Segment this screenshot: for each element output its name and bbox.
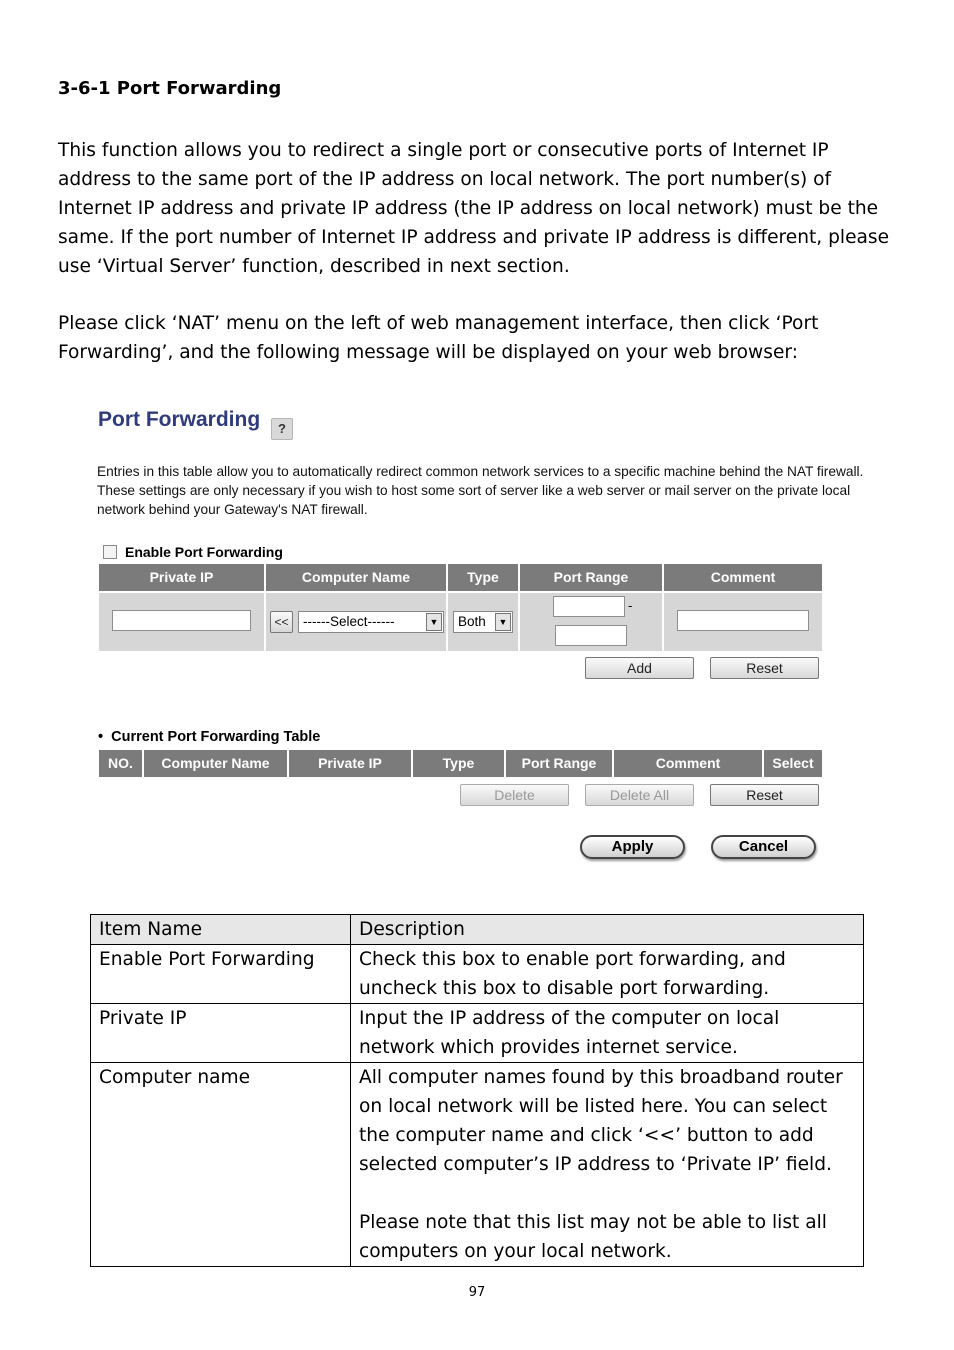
- instruction-paragraph: Please click ‘NAT’ menu on the left of web management interface, then click ‘Port Forwarding’, and the following message will be displayed on your web browser:: [58, 313, 819, 363]
- entry-header-comment: Comment: [664, 564, 822, 591]
- page-title: Port Forwarding: [98, 408, 261, 431]
- item-description: All computer names found by this broadband router on local network will be listed here. You can select the computer name and click ‘<<’ button to add selected computer’s IP address to ‘Private IP’ field.: [359, 1067, 843, 1175]
- page-number: 97: [468, 1285, 486, 1300]
- port-range-separator: -: [628, 598, 633, 613]
- item-name: Enable Port Forwarding: [91, 945, 351, 1004]
- table-row: [91, 1004, 864, 1063]
- current-header-computer-name: Computer Name: [144, 750, 287, 777]
- reset-button[interactable]: Reset: [710, 657, 819, 679]
- current-header-no: NO.: [99, 750, 142, 777]
- enable-port-forwarding-checkbox[interactable]: [103, 545, 117, 559]
- entry-header-computer-name: Computer Name: [266, 564, 446, 591]
- item-description: Input the IP address of the computer on local network which provides internet service.: [351, 1004, 864, 1063]
- chevron-down-icon: ▼: [495, 613, 511, 631]
- item-name: Private IP: [91, 1004, 351, 1063]
- type-select-value: Both: [458, 614, 486, 629]
- table-row: [91, 945, 864, 1004]
- section-heading: 3-6-1 Port Forwarding: [58, 78, 282, 99]
- private-ip-input[interactable]: [112, 610, 251, 631]
- delete-button[interactable]: Delete: [460, 784, 569, 806]
- apply-button[interactable]: Apply: [580, 835, 685, 859]
- port-range-end-input[interactable]: [555, 625, 627, 646]
- enable-port-forwarding-label: Enable Port Forwarding: [125, 544, 283, 560]
- comment-input[interactable]: [677, 610, 809, 631]
- reset-table-button[interactable]: Reset: [710, 784, 819, 806]
- header-description: Description: [351, 915, 864, 945]
- item-description-note: Please note that this list may not be able to list all computers on your local network.: [359, 1212, 827, 1262]
- description-table: [90, 914, 864, 1267]
- current-table-title-text: Current Port Forwarding Table: [111, 729, 321, 745]
- computer-name-select[interactable]: [298, 611, 444, 633]
- add-button[interactable]: Add: [585, 657, 694, 679]
- bullet-icon: •: [98, 729, 112, 745]
- current-header-private-ip: Private IP: [289, 750, 411, 777]
- entry-header-private-ip: Private IP: [99, 564, 264, 591]
- table-header-row: [91, 915, 864, 945]
- current-header-port-range: Port Range: [506, 750, 612, 777]
- header-item-name: Item Name: [91, 915, 351, 945]
- cancel-button[interactable]: Cancel: [711, 835, 816, 859]
- intro-paragraph: This function allows you to redirect a single port or consecutive ports of Internet IP address to the same port of the IP address on local network. The port number(s) of Internet IP address and private IP address (the IP address on local network) must be the same. If the port number of Internet IP address and private IP address is different, please use ‘Virtual Server’ function, described in next section.: [58, 140, 890, 277]
- delete-all-button[interactable]: Delete All: [585, 784, 694, 806]
- item-description-cell: [351, 1063, 864, 1267]
- item-name: Computer name: [91, 1063, 351, 1267]
- type-select[interactable]: [453, 611, 513, 633]
- current-header-comment: Comment: [614, 750, 762, 777]
- item-description: Check this box to enable port forwarding, and uncheck this box to disable port forwarding.: [351, 945, 864, 1004]
- entry-header-port-range: Port Range: [520, 564, 662, 591]
- current-table-title: [98, 729, 320, 745]
- entry-header-type: Type: [448, 564, 518, 591]
- table-row: [91, 1063, 864, 1267]
- computer-name-select-value: ------Select------: [303, 614, 395, 629]
- port-range-start-input[interactable]: [553, 596, 625, 617]
- screenshot-intro: Entries in this table allow you to automatically redirect common network services to a specific machine behind the NAT firewall. These settings are only necessary if you wish to host some sort of server like a web server or mail server on the private local network behind your Gateway's NAT firewall.: [97, 464, 864, 517]
- add-computer-ip-button[interactable]: <<: [270, 611, 293, 633]
- current-header-type: Type: [413, 750, 504, 777]
- chevron-down-icon: ▼: [426, 613, 442, 631]
- help-icon[interactable]: ?: [271, 418, 293, 440]
- current-header-select: Select: [764, 750, 822, 777]
- enable-port-forwarding-row: [103, 544, 283, 560]
